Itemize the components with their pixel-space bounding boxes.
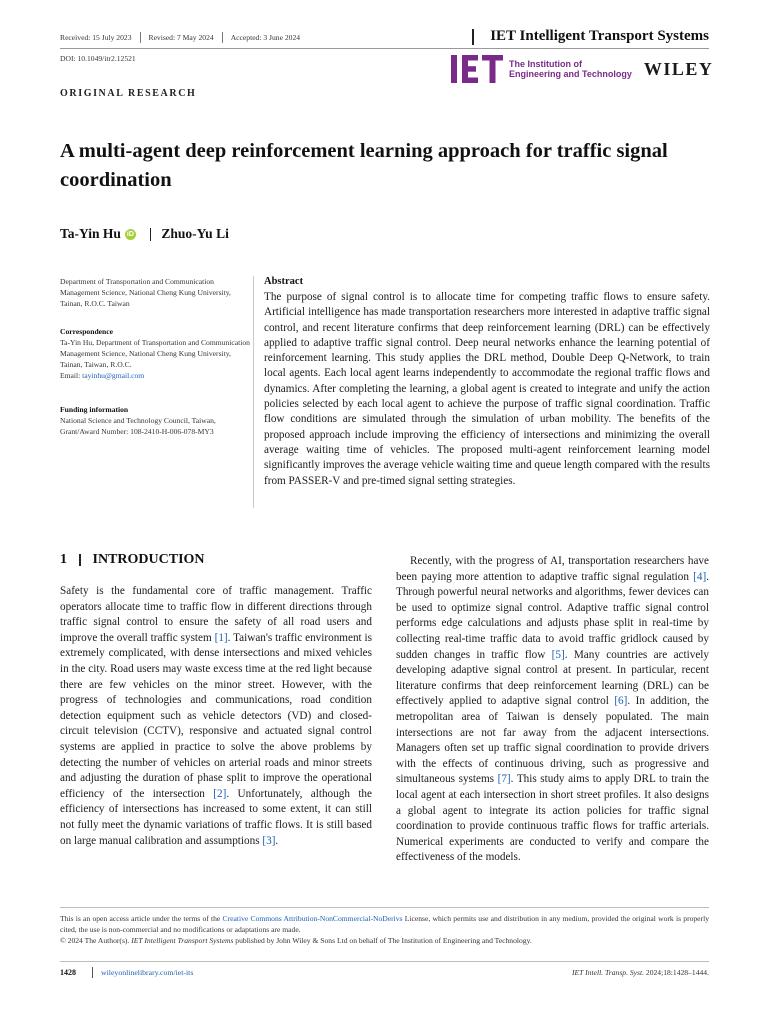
- reference-link[interactable]: [7]: [497, 773, 511, 786]
- email-label: Email:: [60, 371, 83, 380]
- section-number: 1: [60, 552, 67, 567]
- correspondence: [60, 326, 250, 381]
- license-note: [60, 913, 709, 947]
- divider: [150, 228, 152, 241]
- footer-rule: [60, 907, 709, 908]
- orcid-icon[interactable]: iD: [126, 230, 134, 238]
- page-footer: [60, 967, 193, 978]
- divider: [222, 32, 223, 43]
- reference-link[interactable]: [6]: [614, 695, 628, 708]
- text-run: . Unfortunately, although the efficiency of intersections has increased to some extent, it can still not fully meet the dynamic variations of traffic flows. It is still based on large manual calibration and assumptions: [60, 787, 372, 847]
- iet-logo[interactable]: [451, 55, 503, 83]
- publisher-logos: [451, 55, 713, 83]
- doi[interactable]: DOI: 10.1049/itr2.12521: [60, 54, 136, 63]
- reference-link[interactable]: [5]: [551, 648, 565, 661]
- text-run: .: [275, 834, 279, 847]
- citation: [572, 968, 709, 977]
- affiliation: Department of Transportation and Communication Management Science, National Cheng Kung University, Tainan, R.O.C. Taiwan: [60, 277, 231, 308]
- text-run: . Many countries are actively developing adaptive signal control at present. In particular, recent literature confirms that deep reinforcement learning (DRL) can be effectively applied to adaptive signal control: [396, 648, 709, 708]
- revised-date: Revised: 7 May 2024: [148, 33, 214, 42]
- text-run: © 2024 The Author(s).: [60, 936, 132, 946]
- page-number: 1428: [60, 968, 76, 977]
- divider: [79, 554, 81, 566]
- email-link[interactable]: tayinhu@gmail.com: [82, 371, 145, 380]
- iet-institution-name: [509, 59, 632, 79]
- section-title: INTRODUCTION: [92, 552, 205, 567]
- text-run: . Through powerful neural networks and algorithms, fewer devices can be used to optimize signal control. Adaptive traffic signal control performs edge calculations and adjusts phase split in real-time by collecting real-time traffic data to avoid traffic gridlock caused by sudden changes in traffic flow: [396, 570, 709, 661]
- journal-italic: IET Intelligent Transport Systems: [131, 936, 234, 946]
- wiley-logo[interactable]: WILEY: [643, 58, 714, 79]
- author-list: [60, 226, 229, 242]
- footer-rule: [60, 961, 709, 962]
- reference-link[interactable]: [1]: [214, 631, 228, 644]
- journal-name[interactable]: IET Intelligent Transport Systems: [490, 28, 709, 44]
- header-rule: [60, 48, 709, 49]
- author-name[interactable]: Ta-Yin Hu: [60, 226, 121, 241]
- citation-volume: 2024;18:1428–1444.: [644, 968, 709, 977]
- text-run: Recently, with the progress of AI, transportation researchers have been paying more attention to adaptive traffic signal regulation: [396, 555, 709, 583]
- accepted-date: Accepted: 3 June 2024: [230, 33, 301, 42]
- abstract-heading: Abstract: [264, 276, 304, 287]
- text-run: Safety is the fundamental core of traffic management. Traffic operators allocate time to traffic flow in different directions through traffic signal control to ensure the safety of all road users and improve the overall traffic system: [60, 585, 372, 644]
- publication-dates: [60, 33, 300, 44]
- author-name[interactable]: Zhuo-Yu Li: [161, 226, 229, 241]
- journal-url[interactable]: wileyonlinelibrary.com/iet-its: [101, 968, 194, 977]
- text-run: published by John Wiley & Sons Ltd on behalf of The Institution of Engineering and Technology.: [233, 936, 532, 946]
- reference-link[interactable]: [3]: [262, 834, 276, 847]
- text-run: . Taiwan's traffic environment is extremely complicated, with dense intersections and mixed vehicles in the city. Road users may waste excess time at the red light because there are few vehicles on the minor street. However, with the progress of technologies and communications, road condition detection equipment such as vehicle detectors (VD) and closed-circuit television (CCTV), responsive and actuated signal control systems are applied in practice to solve the above problems by detecting the number of vehicles on arterial roads and minor streets and adjusting the duration of phase split to improve the operational efficiency of the intersection: [60, 631, 372, 800]
- body-paragraph: [60, 584, 372, 849]
- text-run: License, which permits use and distribution in any medium, provided the original work is properly cited, the use is non-commercial and no modifications or adaptations are made.: [60, 914, 709, 935]
- funding: [60, 404, 250, 437]
- reference-link[interactable]: [2]: [213, 787, 227, 800]
- text-run: . This study aims to apply DRL to train the local agent at each intersection in short street profiles. It also designs a global agent to integrate its action policies for traffic signal coordination to provide continuous traffic flows for traffic arterials. Numerical experiments are conducted to verify and compare the effectiveness of the models.: [396, 773, 709, 864]
- article-type: ORIGINAL RESEARCH: [60, 88, 197, 99]
- divider: [140, 32, 141, 43]
- section-heading: [60, 552, 205, 568]
- divider: [472, 29, 474, 45]
- text-run: This is an open access article under the terms of the: [60, 914, 223, 923]
- article-title: A multi-agent deep reinforcement learning approach for traffic signal coordination: [60, 140, 668, 191]
- funding-heading: Funding information: [60, 405, 129, 414]
- license-link[interactable]: Creative Commons Attribution-NonCommercial-NoDerivs: [222, 914, 403, 923]
- text-run: . In addition, the metropolitan area of Taiwan is densely populated. The main intersections are not far away from the adjacent intersections. Managers often set up traffic signal coordination to provide drivers with the effects of continuous driving, such as progressive and simultaneous systems: [396, 695, 710, 786]
- funding-text: National Science and Technology Council, Taiwan, Grant/Award Number: 108-2410-H-006-078-MY3: [60, 416, 216, 436]
- correspondence-text: Ta-Yin Hu, Department of Transportation and Communication Management Science, National Cheng Kung University, Tainan, Taiwan, R.O.C.: [60, 338, 250, 369]
- correspondence-heading: Correspondence: [60, 327, 114, 336]
- column-divider: [253, 276, 254, 508]
- iet-name-line: The Institution of: [509, 59, 582, 69]
- iet-name-line: Engineering and Technology: [509, 69, 632, 79]
- divider: [92, 967, 93, 978]
- received-date: Received: 15 July 2023: [60, 33, 132, 42]
- abstract-text: The purpose of signal control is to allocate time for competing traffic flows to ensure safety. Artificial intelligence has made transportation researchers more interested in adaptive traffic signal control, and recent literature confirms that deep reinforcement learning (DRL) can be effectively applied to adaptive traffic signal control. Deep neural networks enhance the learning potential of reinforcement learning. This study applies the DRL method, Double Deep Q-Network, to train local agents. Each local agent learns independently to accommodate the regional traffic flows and dynamics. After completing the learning, a global agent is created to integrate and unify the action policies selected by each local agent to achieve the purpose of traffic signal coordination. Traffic flow conditions are simulated through the simulation of urban mobility. The benefits of the proposed approach include improving the efficiency of intersections and minimizing the overall average waiting time of vehicles. The proposed multi-agent reinforcement learning model significantly improves the average vehicle waiting time and queue length compared with the results from PASSER-V and pre-timed signal setting strategies.: [264, 291, 710, 487]
- reference-link[interactable]: [4]: [693, 570, 707, 583]
- body-paragraph: [396, 554, 709, 866]
- citation-journal: IET Intell. Transp. Syst.: [572, 968, 645, 977]
